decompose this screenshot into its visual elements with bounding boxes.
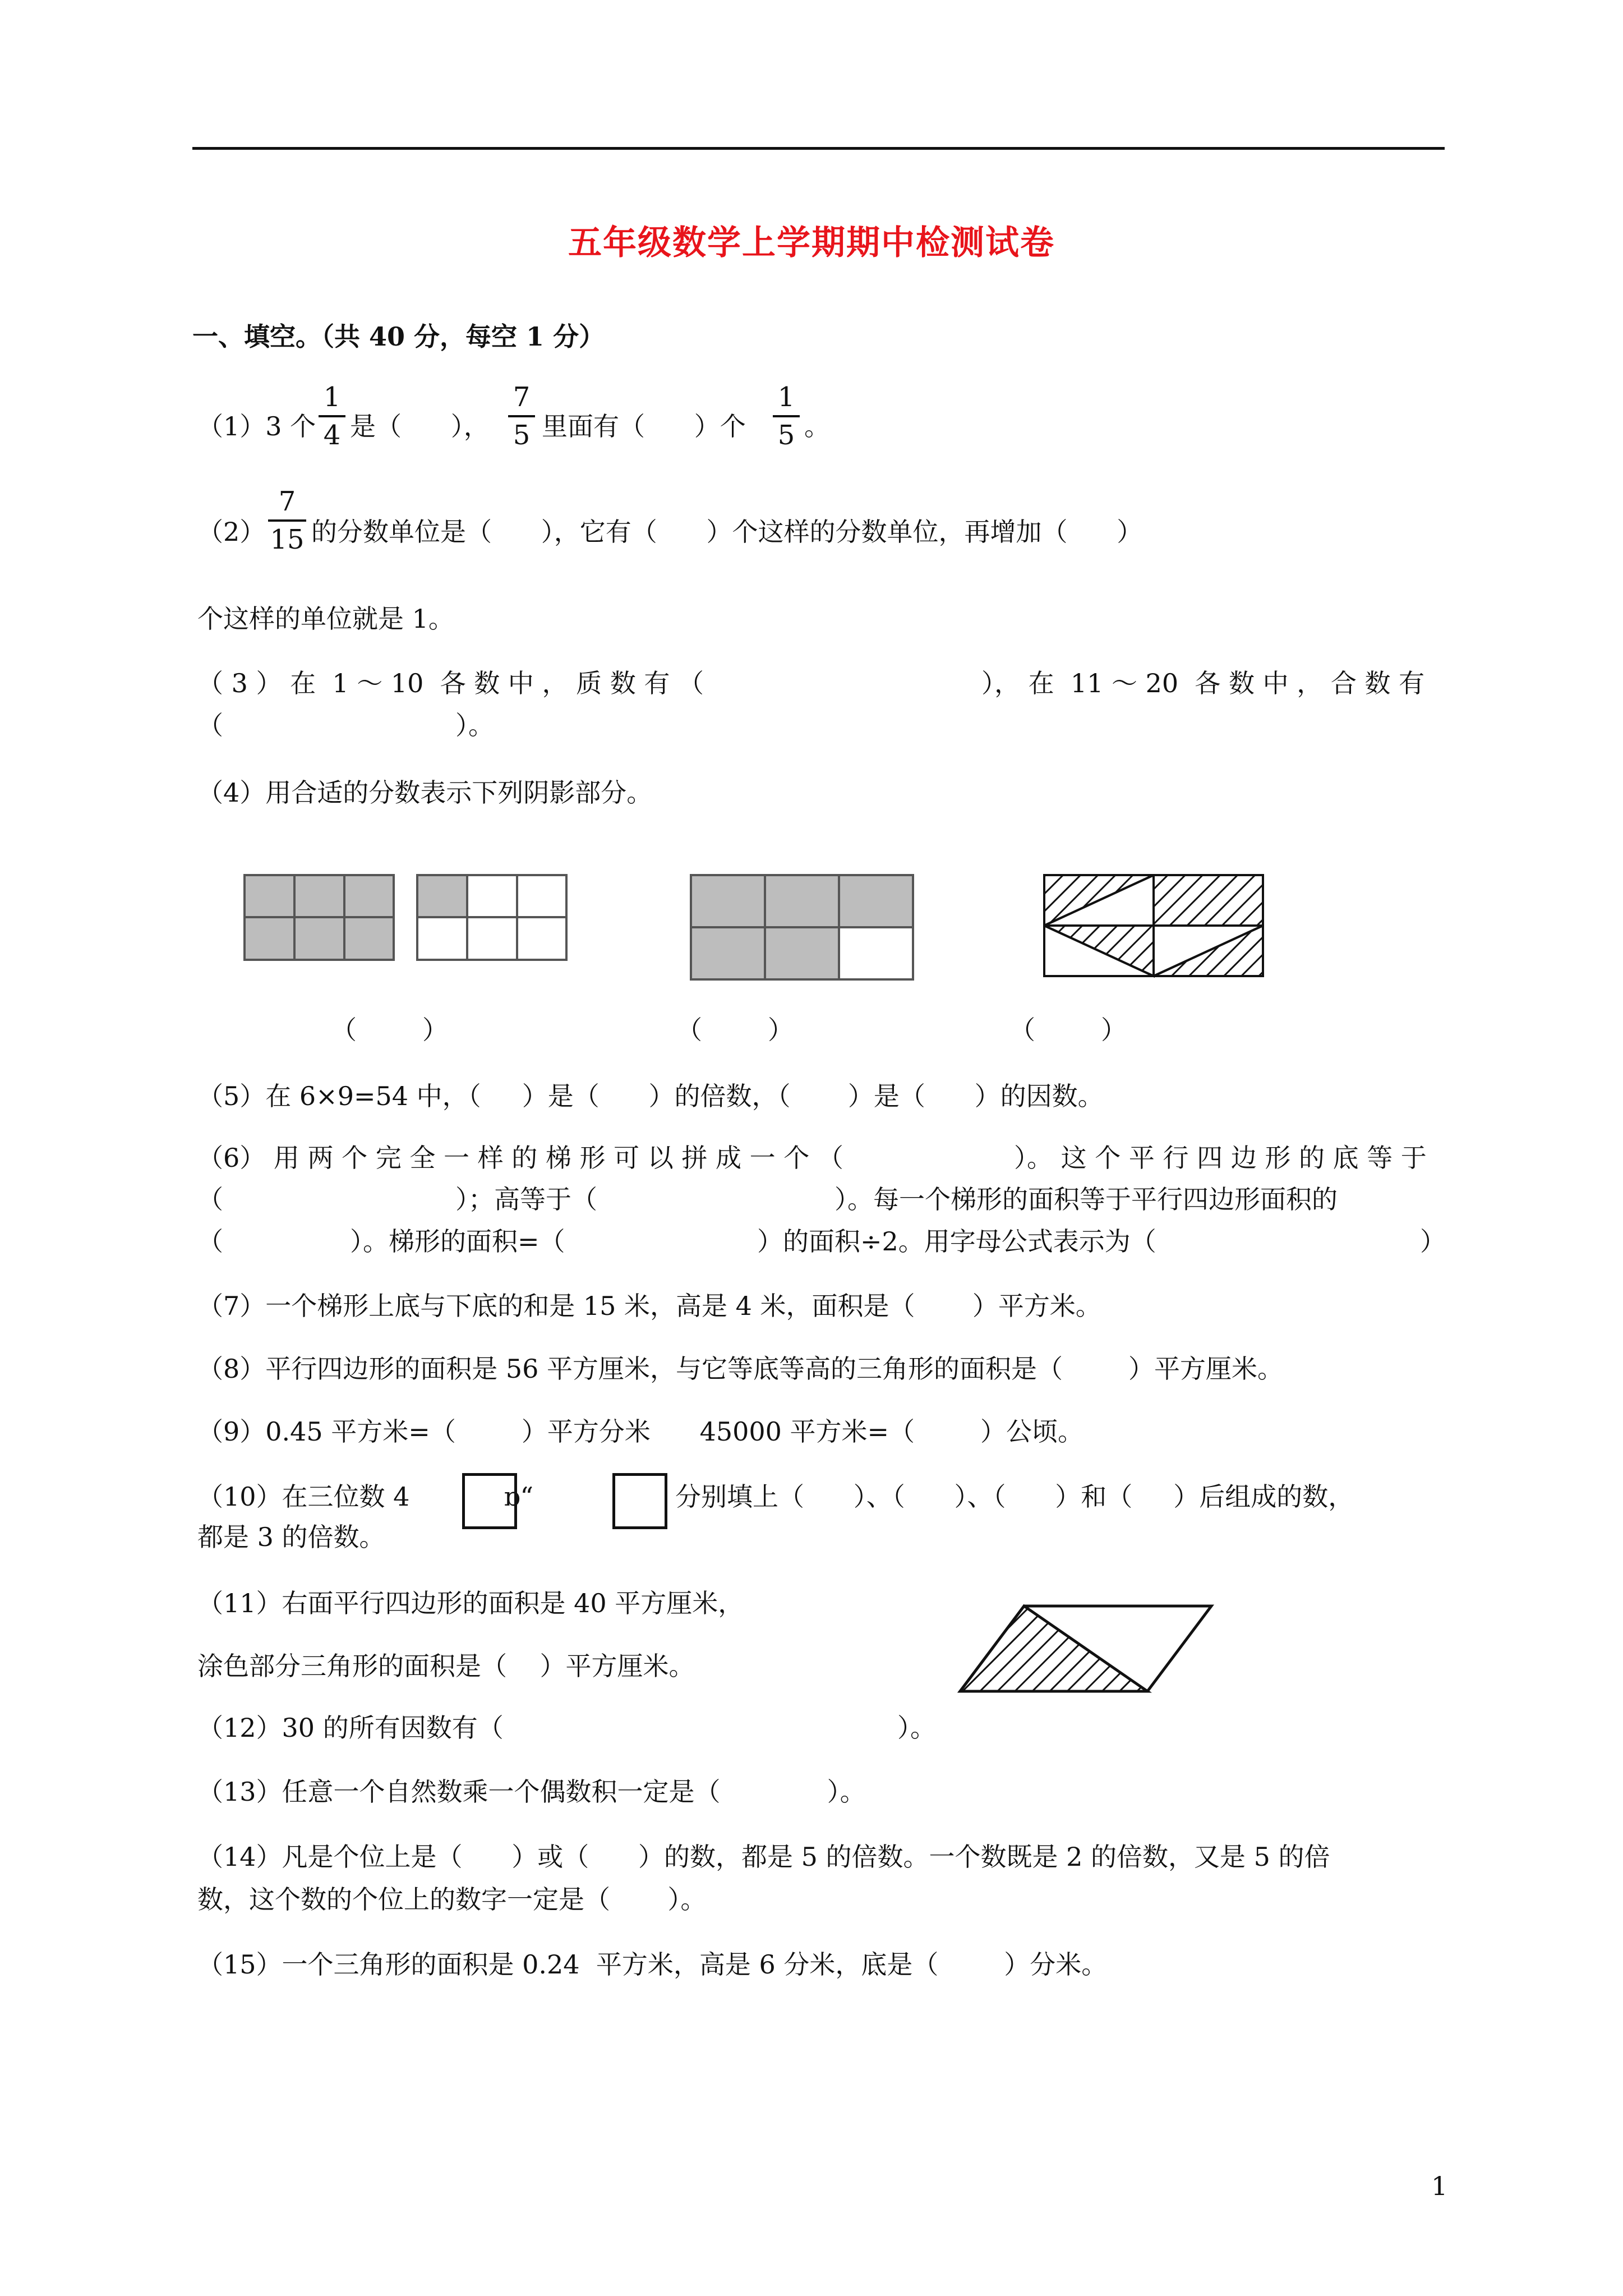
q6-line3a: （ (197, 1226, 223, 1257)
denominator: 5 (777, 420, 795, 451)
q4-answer-blank-2[interactable]: （ ） (676, 1015, 794, 1045)
q2-part1: （2） (197, 517, 266, 547)
figure-grid-full (245, 875, 394, 960)
q6-line3b: ）。梯形的面积=（ (350, 1226, 565, 1257)
q11-line1: （11）右面平行四边形的面积是 40 平方厘米， (197, 1588, 744, 1618)
q5-text: （5）在 6×9=54 中，（ ）是（ ）的倍数，（ ）是（ ）的因数。 (197, 1081, 1104, 1111)
section-heading: 一、填空。（共 40 分，每空 1 分） (192, 321, 605, 352)
q11-line2: 涂色部分三角形的面积是（ ）平方厘米。 (197, 1651, 695, 1681)
q6-line2b: ）；高等于（ (455, 1184, 597, 1214)
q1-part4: 。 (804, 411, 830, 441)
q3-line1b: ）， 在 11 ～ 20 各 数 中 ， 合 数 有 (981, 668, 1425, 698)
page-title: 五年级数学上学期期中检测试卷 (568, 223, 1055, 263)
q1-part1: （1）3 个 (197, 411, 316, 441)
q14-line1: （14）凡是个位上是（ ）或（ ）的数，都是 5 的倍数。一个数既是 2 的倍数，又是 5 的倍 (197, 1842, 1330, 1872)
q6-line3d: ） (1420, 1226, 1446, 1257)
q11-parallelogram (960, 1606, 1211, 1691)
denominator: 15 (270, 524, 305, 555)
numerator: 1 (777, 381, 795, 413)
figure-triangles-hatched (1044, 875, 1263, 976)
q4-answer-blank-3[interactable]: （ ） (1009, 1015, 1127, 1045)
q12-end: ）。 (897, 1713, 936, 1743)
q10-part4: 都是 3 的倍数。 (197, 1522, 385, 1552)
q8-text: （8）平行四边形的面积是 56 平方厘米，与它等底等高的三角形的面积是（ ）平方厘米。 (197, 1354, 1284, 1384)
figure-grid-partial (417, 875, 566, 960)
q10-part3: 分别填上（ ）、（ ）、（ ）和（ ）后组成的数， (675, 1481, 1354, 1512)
q13-text: （13）任意一个自然数乘一个偶数积一定是（ ）。 (197, 1777, 866, 1807)
page-number: 1 (1431, 2171, 1448, 2201)
numerator: 7 (278, 486, 296, 517)
denominator: 5 (513, 420, 531, 451)
q3-line2a: （ (197, 710, 223, 740)
q1-part2: 是（ ）， (350, 411, 490, 441)
q6-line1a: （6） 用 两 个 完 全 一 样 的 梯 形 可 以 拼 成 一 个 （ (197, 1143, 843, 1173)
q10-part2: ɒ“ (504, 1481, 533, 1512)
q15-text: （15）一个三角形的面积是 0.24 平方米，高是 6 分米，底是（ ）分米。 (197, 1949, 1108, 1980)
denominator: 4 (323, 420, 341, 451)
q3-line1a: （ 3 ） 在 1 ～ 10 各 数 中 ， 质 数 有 （ (197, 668, 704, 698)
q6-line1b: ）。 这 个 平 行 四 边 形 的 底 等 于 (1014, 1143, 1427, 1173)
q14-line2: 数，这个数的个位上的数字一定是（ ）。 (197, 1884, 707, 1915)
q3-line2b: ）。 (455, 710, 494, 740)
q1-part3: 里面有（ ）个 (542, 411, 746, 441)
figure-grid-five-sixths (691, 875, 913, 979)
q12-text: （12）30 的所有因数有（ (197, 1713, 504, 1743)
q7-text: （7）一个梯形上底与下底的和是 15 米，高是 4 米，面积是（ ）平方米。 (197, 1291, 1101, 1321)
numerator: 1 (323, 381, 341, 413)
numerator: 7 (513, 381, 531, 413)
q6-line3c: ）的面积÷2。用字母公式表示为（ (757, 1226, 1156, 1257)
q4-text: （4）用合适的分数表示下列阴影部分。 (197, 777, 653, 808)
q9-text: （9）0.45 平方米=（ ）平方分米 45000 平方米=（ ）公顷。 (197, 1416, 1084, 1447)
q10-part1: （10）在三位数 4 (197, 1481, 410, 1512)
q6-line2a: （ (197, 1184, 223, 1214)
q4-answer-blank-1[interactable]: （ ） (331, 1015, 448, 1045)
q10-digit-box-2[interactable] (612, 1473, 667, 1529)
q2-part3: 个这样的单位就是 1。 (197, 604, 454, 634)
q2-part2: 的分数单位是（ ），它有（ ）个这样的分数单位，再增加（ ） (311, 517, 1143, 547)
q6-line2c: ）。每一个梯形的面积等于平行四边形面积的 (834, 1184, 1338, 1214)
